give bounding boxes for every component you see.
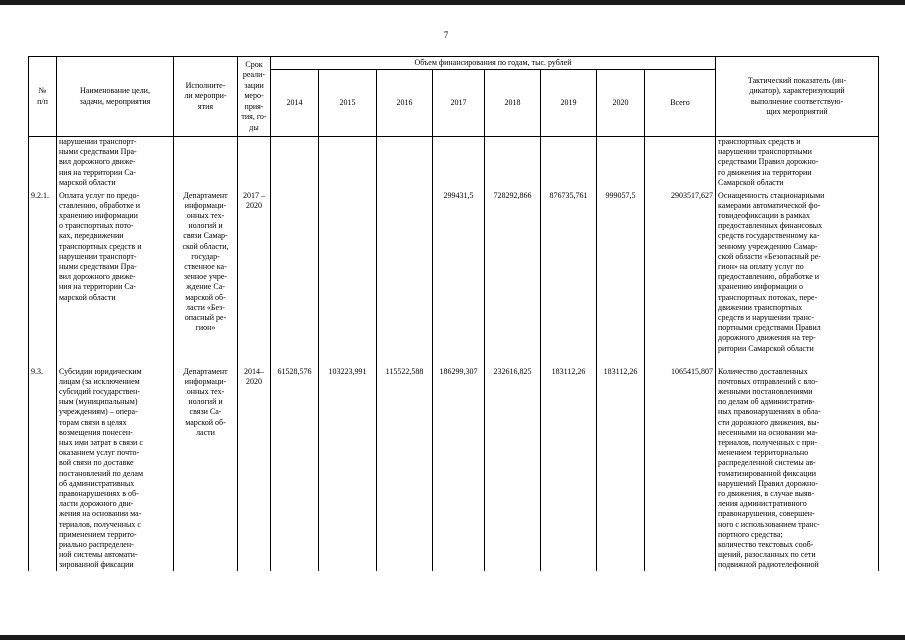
row-total: 2903517,627 xyxy=(645,191,716,367)
row-executor xyxy=(174,137,238,191)
header-name: Наименование цели, задачи, мероприятия xyxy=(57,57,174,137)
header-year: 2017 xyxy=(433,70,485,137)
header-year: 2019 xyxy=(541,70,597,137)
row-value-2018: 728292,866 xyxy=(485,191,541,367)
row-value-2017 xyxy=(433,137,485,191)
header-term: Срок реали- зации меро- прия- тия, го- ды xyxy=(238,57,271,137)
row-value-2018: 232616,825 xyxy=(485,367,541,571)
row-value-2015: 103223,991 xyxy=(319,367,377,571)
row-value-2014 xyxy=(271,191,319,367)
row-value-2019: 183112,26 xyxy=(541,367,597,571)
financing-table xyxy=(28,56,879,571)
row-value-2020 xyxy=(597,137,645,191)
table-body xyxy=(29,137,879,571)
bottom-border-bar xyxy=(0,635,905,640)
header-executor: Исполните- ли меропри- ятия xyxy=(174,57,238,137)
table-header xyxy=(29,57,879,137)
row-value-2016 xyxy=(377,191,433,367)
row-term: 2014– 2020 xyxy=(238,367,271,571)
row-num: 9.3. xyxy=(29,367,57,571)
row-value-2014: 61528,576 xyxy=(271,367,319,571)
table-row xyxy=(29,137,879,191)
row-total: 1065415,807 xyxy=(645,367,716,571)
row-indicator: транспортных средств и нарушении транспортными средствами Правил дорожно- го движения на территории Самарской области xyxy=(716,137,879,191)
header-year: 2020 xyxy=(597,70,645,137)
header-year: 2018 xyxy=(485,70,541,137)
row-value-2015 xyxy=(319,137,377,191)
row-num: 9.2.1. xyxy=(29,191,57,367)
row-value-2017: 299431,5 xyxy=(433,191,485,367)
header-indicator: Тактический показатель (ин- дикатор), характеризующий выполнение соответствую- щих мероприятий xyxy=(716,57,879,137)
header-total: Всего xyxy=(645,70,716,137)
row-value-2019: 876735,761 xyxy=(541,191,597,367)
row-executor: Департамент информаци- онных тех- нологий и связи Са- марской об- ласти xyxy=(174,367,238,571)
top-border-bar xyxy=(0,0,905,5)
row-name: Оплата услуг по предо- ставлению, обработке и хранению информации о транспортных пото- ках, передвижении транспортных средств и нарушении транспорт- ными средствами Пра- вил дорожного движе- ния на территории Са- марской области xyxy=(57,191,174,367)
header-year: 2015 xyxy=(319,70,377,137)
header-financing: Объем финансирования по годам, тыс. рублей xyxy=(271,57,716,70)
row-value-2016 xyxy=(377,137,433,191)
row-value-2016: 115522,588 xyxy=(377,367,433,571)
header-year: 2016 xyxy=(377,70,433,137)
row-total xyxy=(645,137,716,191)
row-value-2020: 183112,26 xyxy=(597,367,645,571)
row-term: 2017 – 2020 xyxy=(238,191,271,367)
row-value-2019 xyxy=(541,137,597,191)
table-row xyxy=(29,367,879,571)
row-indicator: Оснащенность стационарными камерами автоматической фо- товидеофиксации в рамках предоставленных финансовых средств государственному ка- зенному учреждению Самар- ской области «Безопасный ре- гион» на оплату услуг по предоставлению, обработке и хранению информации о транспортных потоках, пере- движении транспортных средств и нарушении транс- портными средствами Правил дорожного движения на тер- ритории Самарской области xyxy=(716,191,879,367)
row-value-2017: 186299,307 xyxy=(433,367,485,571)
header-num: № п/п xyxy=(29,57,57,137)
row-name: нарушении транспорт- ными средствами Пра- вил дорожного движе- ния на территории Са- марской области xyxy=(57,137,174,191)
row-indicator: Количество доставленных почтовых отправлений с вло- женными постановлениями по делам об административ- ных правонарушениях в обла- сти дорожного движения, вы- несенными на основании ма- териалов, полученных с при- менением территориально распределенной системы ав- томатизированной фиксации нарушений Правил дорожно- го движения, в случае выяв- ления административного правонарушения, совершен- ного с использованием транс- портного средства; количество текстовых сооб- щений, разосланных по сети подвижной радиотелефонной xyxy=(716,367,879,571)
row-value-2020: 999057,5 xyxy=(597,191,645,367)
table-row xyxy=(29,191,879,367)
row-value-2018 xyxy=(485,137,541,191)
page-number: 7 xyxy=(443,30,449,40)
row-executor: Департамент информаци- онных тех- нологий и связи Самар- ской области, государ- ственное ка- зенное учре- ждение Са- марской об- ласти «Без- опасный ре- гион» xyxy=(174,191,238,367)
row-name: Субсидии юридическим лицам (за исключением субсидий государствен- ным (муниципальным) учреждениям) – опера- торам связи в целях возмещения понесен- ных ими затрат в связи с оказанием услуг почто- вой связи по доставке постановлений по делам об административных правонарушениях в об- ласти дорожного дви- жения на основании ма- териалов, полученных с применением террито- риально распределен- ной системы автомати- зированной фиксации xyxy=(57,367,174,571)
row-term xyxy=(238,137,271,191)
row-num xyxy=(29,137,57,191)
row-value-2014 xyxy=(271,137,319,191)
row-value-2015 xyxy=(319,191,377,367)
header-year: 2014 xyxy=(271,70,319,137)
